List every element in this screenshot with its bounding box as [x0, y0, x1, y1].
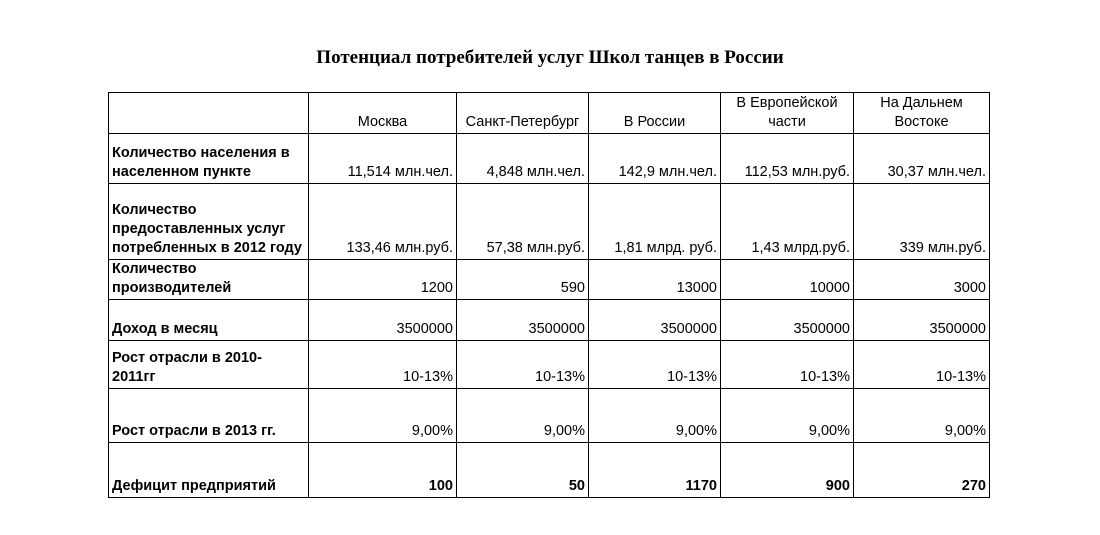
table-cell: 50	[457, 443, 589, 498]
table-cell: 9,00%	[309, 389, 457, 443]
table-cell: 10-13%	[309, 341, 457, 389]
table-cell: 9,00%	[721, 389, 854, 443]
table-cell: 13000	[589, 260, 721, 300]
table-row	[109, 443, 990, 498]
header-row	[109, 93, 990, 134]
table-cell: 900	[721, 443, 854, 498]
row-label: Количество населения в населенном пункте	[109, 134, 309, 184]
data-table	[108, 92, 990, 498]
table-row	[109, 341, 990, 389]
table-cell: 57,38 млн.руб.	[457, 184, 589, 260]
column-header: На Дальнем Востоке	[854, 93, 990, 134]
table-cell: 10-13%	[589, 341, 721, 389]
table-cell: 1170	[589, 443, 721, 498]
table-cell: 270	[854, 443, 990, 498]
table-cell: 590	[457, 260, 589, 300]
table-cell: 10-13%	[721, 341, 854, 389]
table-cell: 1,43 млрд.руб.	[721, 184, 854, 260]
row-label: Рост отрасли в 2013 гг.	[109, 389, 309, 443]
table-cell: 1200	[309, 260, 457, 300]
table-row	[109, 300, 990, 341]
corner-cell	[109, 93, 309, 134]
table-cell: 10-13%	[457, 341, 589, 389]
table-row	[109, 184, 990, 260]
table-cell: 3500000	[589, 300, 721, 341]
table-cell: 9,00%	[589, 389, 721, 443]
table-cell: 3500000	[721, 300, 854, 341]
table-cell: 142,9 млн.чел.	[589, 134, 721, 184]
table-title: Потенциал потребителей услуг Школ танцев в России	[316, 47, 784, 68]
column-header: Москва	[309, 93, 457, 134]
table-cell: 100	[309, 443, 457, 498]
table-row	[109, 260, 990, 300]
table-cell: 9,00%	[457, 389, 589, 443]
column-header: Санкт-Петербург	[457, 93, 589, 134]
column-header: В Европейской части	[721, 93, 854, 134]
table-cell: 30,37 млн.чел.	[854, 134, 990, 184]
table-cell: 3500000	[457, 300, 589, 341]
table-row	[109, 134, 990, 184]
table-cell: 3500000	[854, 300, 990, 341]
table-cell: 10-13%	[854, 341, 990, 389]
table-cell: 10000	[721, 260, 854, 300]
table-cell: 1,81 млрд. руб.	[589, 184, 721, 260]
table-cell: 9,00%	[854, 389, 990, 443]
row-label: Рост отрасли в 2010-2011гг	[109, 341, 309, 389]
table-row	[109, 389, 990, 443]
row-label: Дефицит предприятий	[109, 443, 309, 498]
table-cell: 3000	[854, 260, 990, 300]
table-cell: 4,848 млн.чел.	[457, 134, 589, 184]
row-label: Количество предоставленных услуг потребленных в 2012 году	[109, 184, 309, 260]
table-cell: 112,53 млн.руб.	[721, 134, 854, 184]
table-cell: 133,46 млн.руб.	[309, 184, 457, 260]
table-cell: 3500000	[309, 300, 457, 341]
table-cell: 339 млн.руб.	[854, 184, 990, 260]
column-header: В России	[589, 93, 721, 134]
row-label: Количество производителей	[109, 260, 309, 300]
table-cell: 11,514 млн.чел.	[309, 134, 457, 184]
row-label: Доход в месяц	[109, 300, 309, 341]
